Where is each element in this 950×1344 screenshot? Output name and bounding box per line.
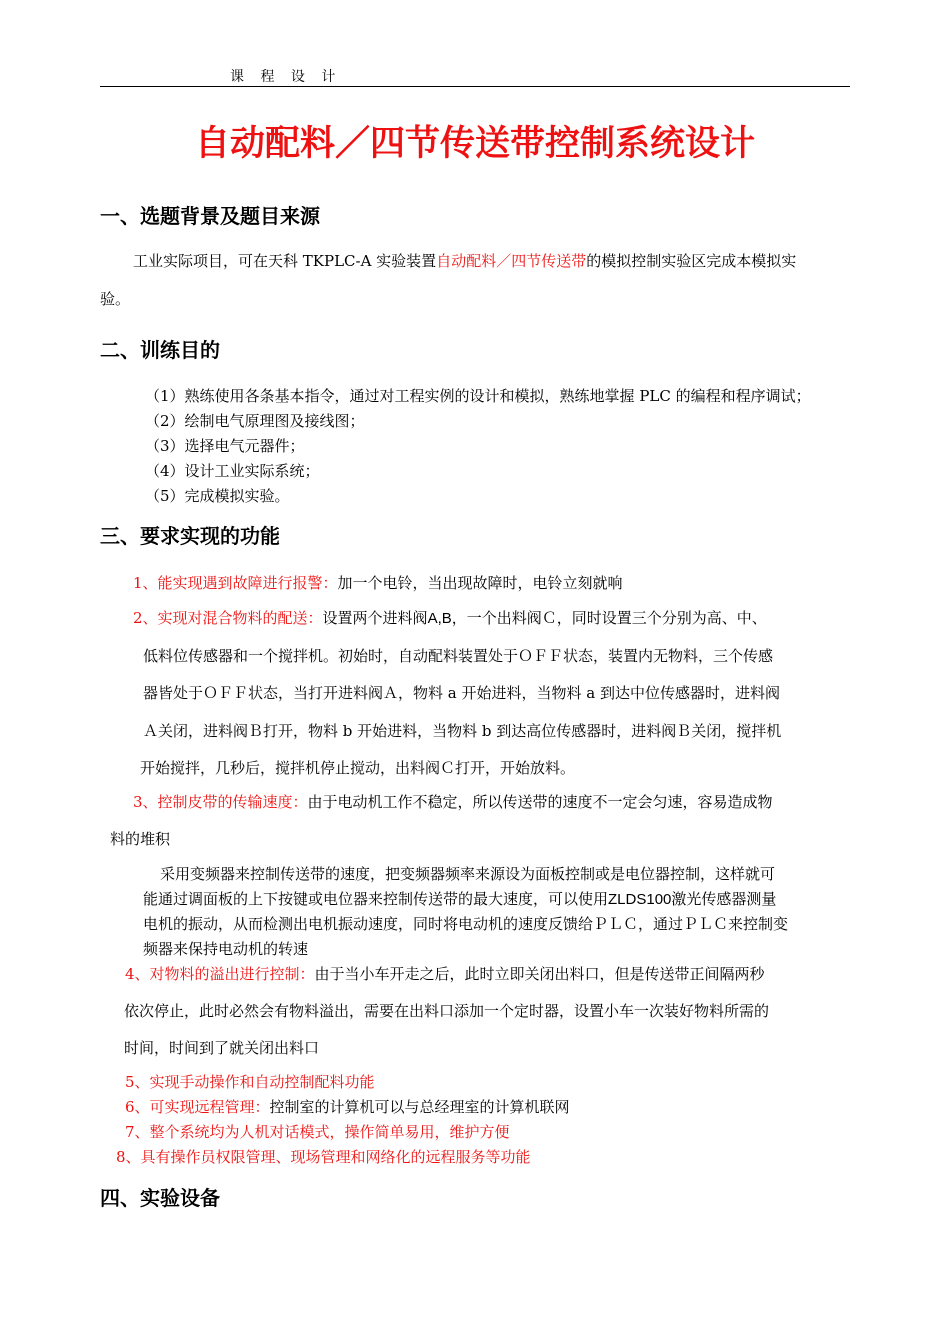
list-item: （1）熟练使用各条基本指令，通过对工程实例的设计和模拟，熟练地掌握 PLC 的编程和程序调试；: [145, 387, 811, 405]
feature-text: 加一个电铃，当出现故障时，电铃立刻就响: [337, 574, 623, 592]
feature-label: 3、控制皮带的传输速度：: [133, 793, 308, 811]
feature-3: [133, 791, 773, 812]
highlight-text: 自动配料／四节传送带: [436, 252, 587, 270]
text-run: 的模拟控制实验区完成本模拟实: [586, 252, 797, 270]
feature-label: 4、对物料的溢出进行控制：: [125, 965, 315, 983]
feature-text: 由于当小车开走之后，此时立即关闭出料口，但是传送带正间隔两秒: [314, 965, 765, 983]
feature-5: 5、实现手动操作和自动控制配料功能: [125, 1073, 375, 1091]
section-heading-1: 一、选题背景及题目来源: [100, 204, 320, 228]
feature-7: 7、整个系统均为人机对话模式，操作简单易用，维护方便: [125, 1123, 510, 1141]
section-heading-4: 四、实验设备: [100, 1186, 220, 1210]
feature-label: 1、能实现遇到故障进行报警：: [133, 574, 338, 592]
feature-6: [125, 1096, 570, 1117]
feature-2-line: 低料位传感器和一个搅拌机。初始时，自动配料装置处于ＯＦＦ状态，装置内无物料，三个传感: [143, 647, 774, 665]
feature-3-para: 频器来保持电动机的转速: [143, 940, 309, 958]
feature-3-para: 电机的振动，从而检测出电机振动速度，同时将电动机的速度反馈给ＰＬＣ，通过ＰＬＣ来控制变: [143, 915, 789, 933]
section1-paragraph: [133, 250, 796, 271]
list-item: （2）绘制电气原理图及接线图；: [145, 412, 365, 430]
feature-text: 控制室的计算机可以与总经理室的计算机联网: [269, 1098, 570, 1116]
section-heading-3: 三、要求实现的功能: [100, 524, 280, 548]
feature-8: 8、具有操作员权限管理、现场管理和网络化的远程服务等功能: [116, 1148, 531, 1166]
feature-3-para: [143, 888, 776, 909]
text-run: 能通过调面板的上下按键或电位器来控制传送带的最大速度，可以使用: [143, 890, 609, 908]
feature-1: [133, 572, 623, 593]
sensor-model: ZLDS100: [608, 891, 672, 908]
feature-4: [125, 963, 765, 984]
feature-text: 由于电动机工作不稳定，所以传送带的速度不一定会匀速，容易造成物: [307, 793, 773, 811]
list-item: （5）完成模拟实验。: [145, 487, 290, 505]
text-run: 激光传感器测量: [671, 890, 777, 908]
feature-3-line: 料的堆积: [110, 830, 171, 848]
feature-2-line: 器皆处于ＯＦＦ状态，当打开进料阀Ａ，物料 a 开始进料，当物料 a 到达中位传感器时，进料阀: [143, 684, 780, 702]
list-item: （4）设计工业实际系统；: [145, 462, 320, 480]
feature-4-line: 时间，时间到了就关闭出料口: [124, 1039, 320, 1057]
section-heading-2: 二、训练目的: [100, 338, 220, 362]
feature-4-line: 依次停止，此时必然会有物料溢出，需要在出料口添加一个定时器，设置小车一次装好物料所需的: [124, 1002, 770, 1020]
feature-label: 2、实现对混合物料的配送：: [133, 609, 323, 627]
feature-2-line: Ａ关闭，进料阀Ｂ打开，物料 b 开始进料，当物料 b 到达高位传感器时，进料阀Ｂ关闭，搅拌机: [143, 722, 782, 740]
document-title: 自动配料／四节传送带控制系统设计: [194, 124, 755, 164]
valve-labels: A,B: [427, 610, 452, 627]
running-header: 课 程 设 计: [230, 69, 342, 85]
feature-text: ，一个出料阀Ｃ，同时设置三个分别为高、中、: [451, 609, 767, 627]
header-rule: [100, 86, 850, 87]
section1-paragraph-cont: 验。: [100, 290, 131, 308]
feature-2-line: 开始搅拌，几秒后，搅拌机停止搅动，出料阀Ｃ打开，开始放料。: [140, 759, 576, 777]
feature-3-para: 采用变频器来控制传送带的速度，把变频器频率来源设为面板控制或是电位器控制，这样就可: [160, 865, 776, 883]
feature-2: [133, 607, 767, 628]
list-item: （3）选择电气元器件；: [145, 437, 305, 455]
feature-label: 6、可实现远程管理：: [125, 1098, 270, 1116]
text-run: 工业实际项目，可在天科 TKPLC-A 实验装置: [133, 252, 437, 270]
feature-text: 设置两个进料阀: [322, 609, 428, 627]
